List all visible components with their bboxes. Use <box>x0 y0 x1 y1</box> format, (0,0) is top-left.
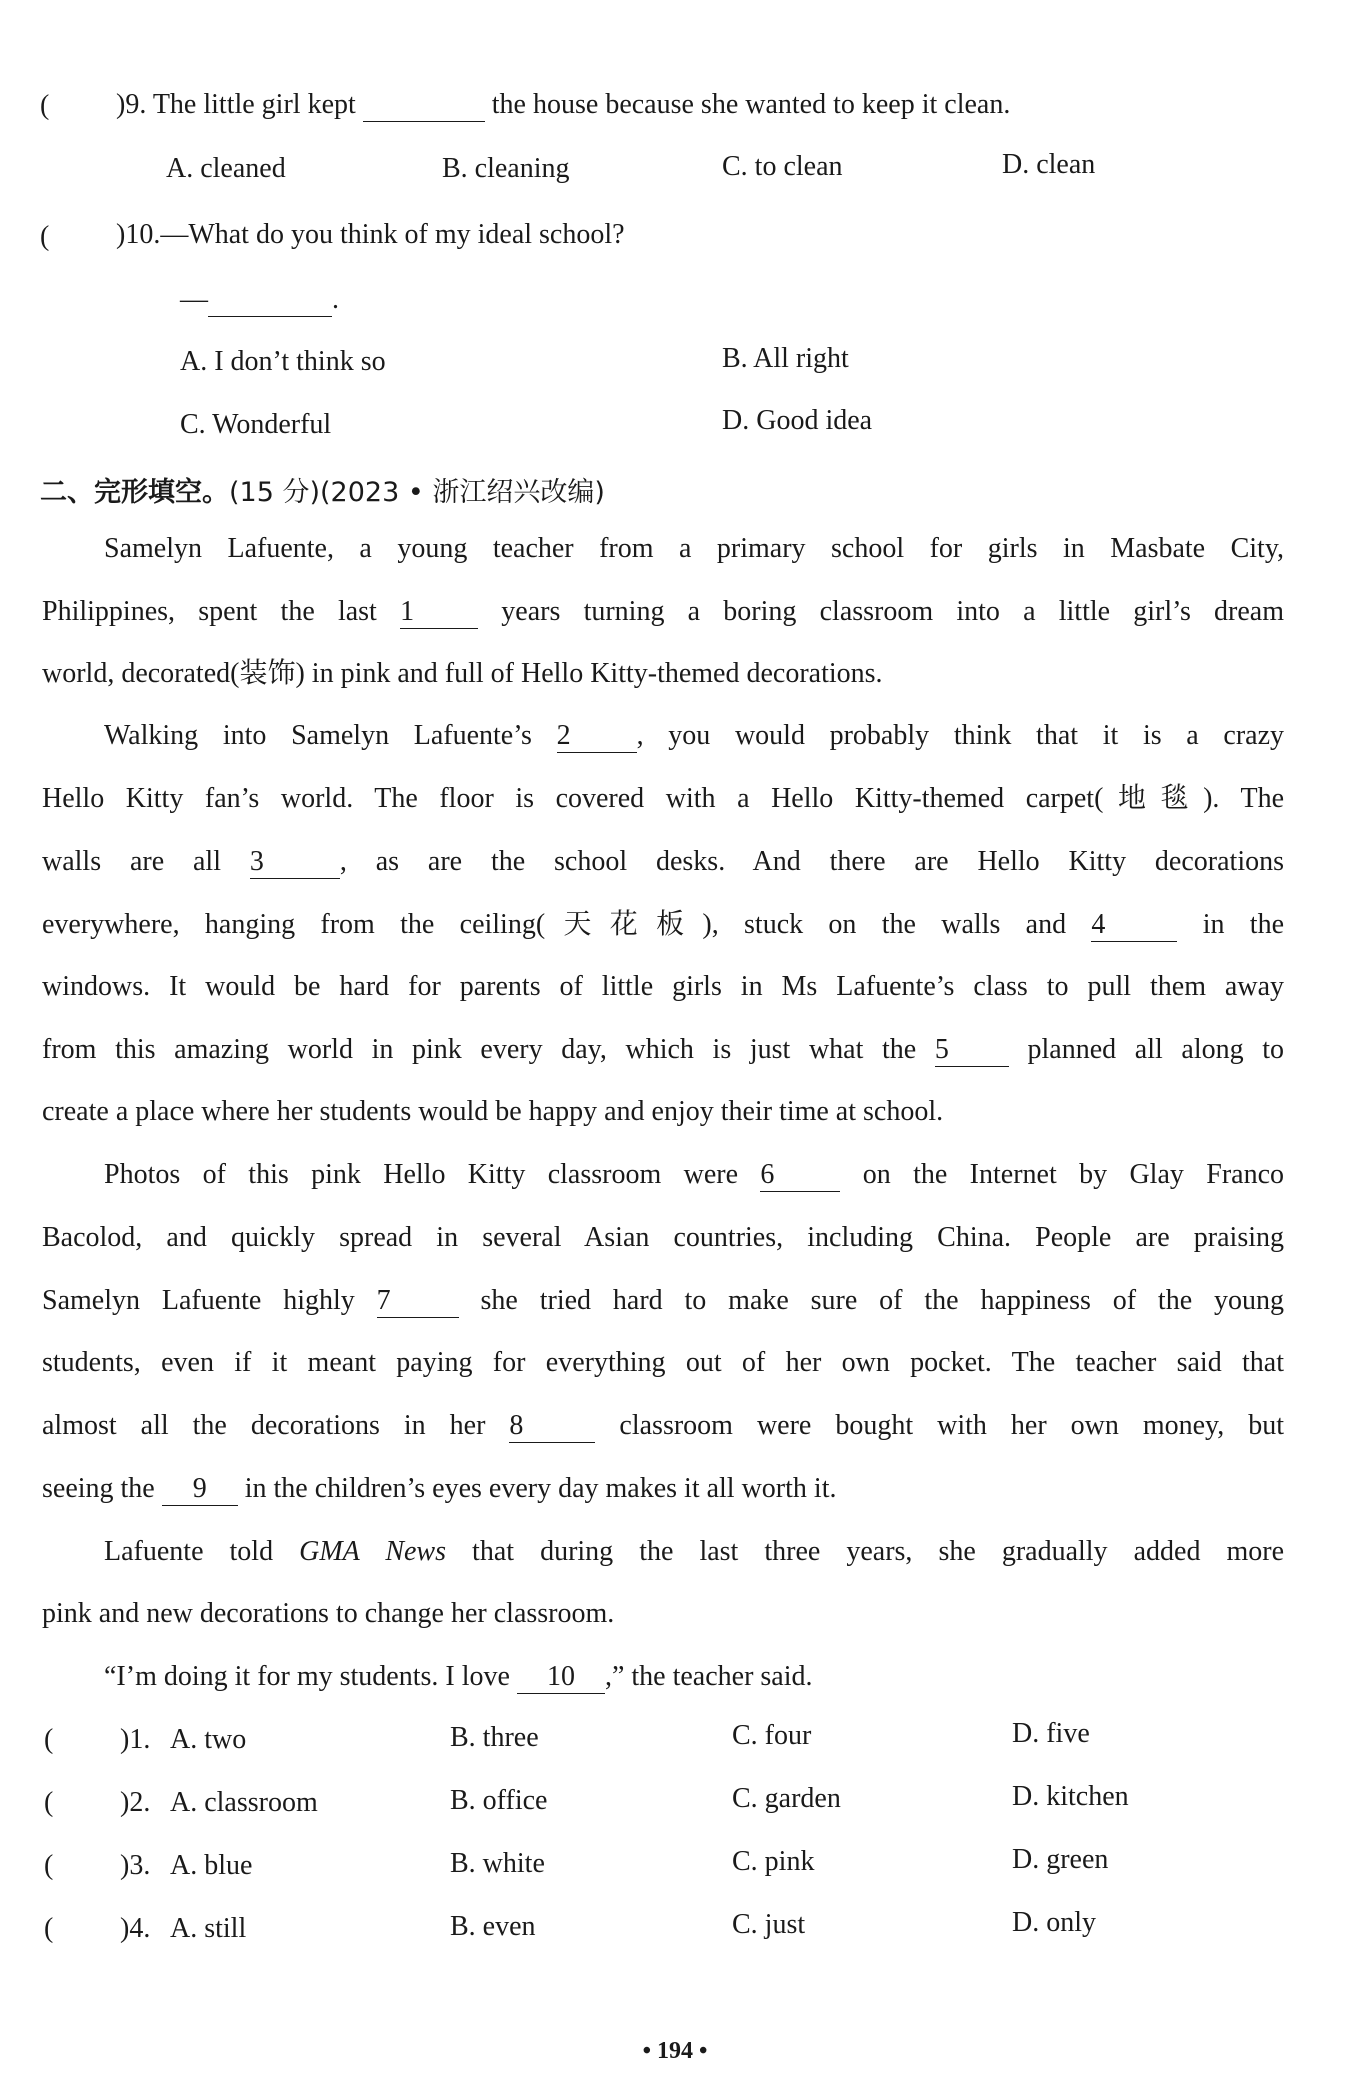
text: ,” the teacher said. <box>604 1661 813 1692</box>
option-d: D. kitchen <box>1012 1781 1129 1812</box>
text: classroom were bought with her own money, but <box>619 1410 1285 1441</box>
passage-line <box>42 1284 1284 1318</box>
passage-line <box>104 1660 813 1694</box>
blank-6: 6 <box>760 1160 840 1192</box>
option-b: B. cleaning <box>442 153 570 184</box>
question-number: )1. <box>120 1724 151 1755</box>
text: on the Internet by Glay Franco <box>862 1159 1284 1190</box>
text: in the children’s eyes every day makes it all worth it. <box>244 1473 837 1504</box>
blank-8: 8 <box>509 1411 595 1443</box>
text: Photos of this pink Hello Kitty classroom were <box>104 1159 739 1190</box>
text: from this amazing world in pink every day, which is just what the <box>42 1034 917 1065</box>
option-a: A. I don’t think so <box>180 346 386 377</box>
option-c: C. Wonderful <box>180 409 332 440</box>
question-10-stem <box>116 218 625 252</box>
option-d: D. green <box>1012 1844 1109 1875</box>
text: walls are all <box>42 846 221 877</box>
blank-10: 10 <box>517 1662 605 1694</box>
option-d: D. five <box>1012 1718 1090 1749</box>
option-b: B. office <box>450 1785 548 1816</box>
text: , as are the school desks. And there are Hello Kitty decorations <box>339 846 1284 877</box>
stem-text: —What do you think of my ideal school? <box>160 219 625 250</box>
page-number: • 194 • <box>642 2038 708 2064</box>
blank-5: 5 <box>935 1035 1009 1067</box>
passage-line <box>42 595 1284 629</box>
option-d: D. clean <box>1002 149 1096 180</box>
blank-2: 2 <box>557 721 637 753</box>
text: Walking into Samelyn Lafuente’s <box>104 720 532 751</box>
passage-line: Hello Kitty fan’s world. The floor is covered with a Hello Kitty-themed carpet(地毯). The <box>42 783 1284 814</box>
answer-blank <box>208 285 332 317</box>
option-a: A. blue <box>170 1850 253 1881</box>
passage-line <box>104 1535 1284 1569</box>
passage-line <box>42 1472 836 1506</box>
answer-blank <box>363 90 485 122</box>
answer-paren-open: ( <box>44 1913 54 1944</box>
section-meta: (15 分)(2023 • 浙江绍兴改编) <box>229 477 605 508</box>
option-a: A. still <box>170 1913 247 1944</box>
question-number: )3. <box>120 1850 151 1881</box>
text: Samelyn Lafuente highly <box>42 1285 355 1316</box>
text: “I’m doing it for my students. I love <box>104 1661 510 1692</box>
text: she tried hard to make sure of the happiness of the young <box>480 1285 1285 1316</box>
stem-text: The little girl kept <box>152 89 356 120</box>
passage-line <box>42 1409 1284 1443</box>
answer-paren-open: ( <box>44 1850 54 1881</box>
option-a: A. two <box>170 1724 247 1755</box>
text: Lafuente told <box>104 1536 274 1567</box>
text: everywhere, hanging from the ceiling(天花板), stuck on the walls and <box>42 909 1067 940</box>
text: , you would probably think that it is a crazy <box>636 720 1284 751</box>
question-9-stem <box>116 88 1010 122</box>
option-c: C. four <box>732 1720 812 1751</box>
period: . <box>332 284 339 315</box>
option-b: B. All right <box>722 343 849 374</box>
answer-line <box>180 283 339 317</box>
option-c: C. just <box>732 1909 806 1940</box>
blank-4: 4 <box>1091 910 1177 942</box>
dash: — <box>180 284 208 315</box>
text: that during the last three years, she gradually added more <box>472 1536 1285 1567</box>
blank-7: 7 <box>377 1286 459 1318</box>
text: Philippines, spent the last <box>42 596 377 627</box>
option-c: C. garden <box>732 1783 841 1814</box>
text: years turning a boring classroom into a little girl’s dream <box>501 596 1285 627</box>
passage-line: Bacolod, and quickly spread in several Asian countries, including China. People are praising <box>42 1222 1284 1253</box>
answer-paren-open: ( <box>40 221 50 252</box>
option-b: B. even <box>450 1911 536 1942</box>
passage-line <box>104 1158 1284 1192</box>
text: planned all along to <box>1027 1034 1285 1065</box>
question-number: )10. <box>116 219 161 250</box>
question-number: )9. <box>116 89 147 120</box>
stem-text: the house because she wanted to keep it clean. <box>491 89 1011 120</box>
text: in the <box>1202 909 1285 940</box>
passage-line: pink and new decorations to change her classroom. <box>42 1598 615 1629</box>
option-d: D. only <box>1012 1907 1096 1938</box>
publication-name: GMA News <box>299 1536 446 1567</box>
passage-line: Samelyn Lafuente, a young teacher from a primary school for girls in Masbate City, <box>104 533 1284 564</box>
passage-line: create a place where her students would be happy and enjoy their time at school. <box>42 1096 944 1127</box>
section-heading <box>40 470 605 509</box>
option-c: C. pink <box>732 1846 815 1877</box>
text: almost all the decorations in her <box>42 1410 486 1441</box>
option-b: B. three <box>450 1722 539 1753</box>
passage-line: windows. It would be hard for parents of little girls in Ms Lafuente’s class to pull them away <box>42 971 1284 1002</box>
answer-paren-open: ( <box>40 90 50 121</box>
text: seeing the <box>42 1473 155 1504</box>
option-d: D. Good idea <box>722 405 873 436</box>
passage-line <box>42 908 1284 942</box>
passage-line <box>42 845 1284 879</box>
passage-line: world, decorated(装饰) in pink and full of Hello Kitty-themed decorations. <box>42 658 883 689</box>
passage-line: students, even if it meant paying for everything out of her own pocket. The teacher said that <box>42 1347 1284 1378</box>
option-c: C. to clean <box>722 151 843 182</box>
question-number: )4. <box>120 1913 151 1944</box>
option-a: A. classroom <box>170 1787 318 1818</box>
option-b: B. white <box>450 1848 545 1879</box>
blank-3: 3 <box>250 847 340 879</box>
section-title: 二、完形填空。 <box>40 477 229 508</box>
blank-1: 1 <box>400 597 478 629</box>
answer-paren-open: ( <box>44 1787 54 1818</box>
passage-line <box>42 1033 1284 1067</box>
question-number: )2. <box>120 1787 151 1818</box>
answer-paren-open: ( <box>44 1724 54 1755</box>
blank-9: 9 <box>162 1474 238 1506</box>
option-a: A. cleaned <box>166 153 286 184</box>
passage-line <box>104 719 1284 753</box>
